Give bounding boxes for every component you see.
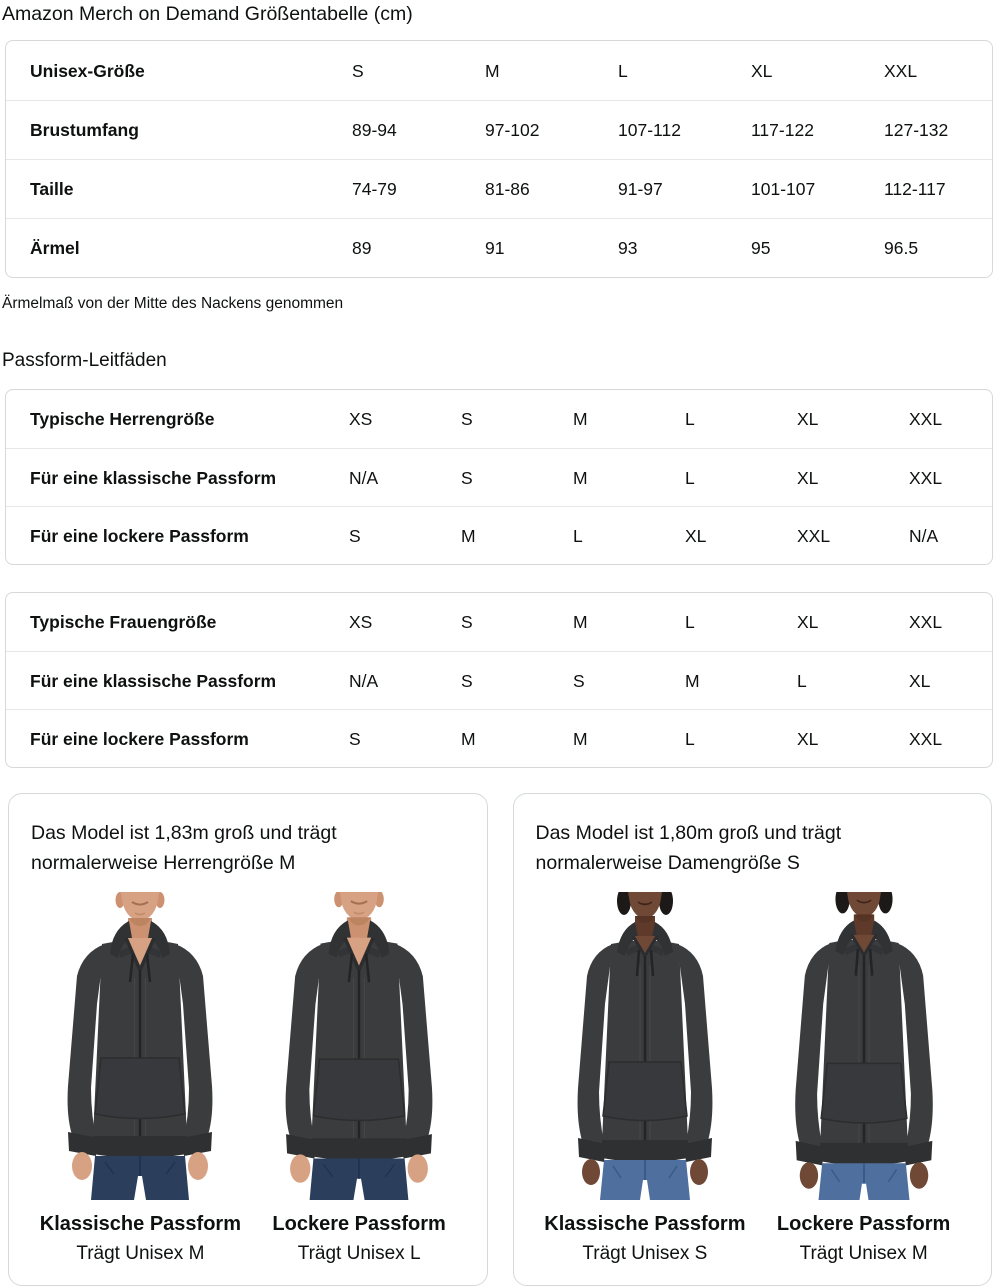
- value-cell: 95: [751, 238, 771, 258]
- value-cell: 81-86: [485, 179, 530, 199]
- size-cell: S: [352, 60, 364, 81]
- value-cell: XL: [797, 612, 819, 632]
- value-cell: 101-107: [751, 179, 816, 199]
- size-cell: XXL: [884, 60, 918, 81]
- value-cell: XL: [685, 525, 707, 546]
- value-cell: XL: [797, 409, 819, 429]
- table-row-typical-mens-size: [6, 390, 992, 448]
- model-cards-row: [8, 793, 992, 1286]
- photo-pair: [31, 892, 469, 1266]
- table-row-loose-fit: [6, 709, 992, 767]
- row-label: Für eine klassische Passform: [30, 670, 277, 691]
- fit-label: Klassische Passform: [544, 1213, 746, 1235]
- table-row-classic-fit: [6, 448, 992, 506]
- value-cell: 96.5: [884, 238, 919, 258]
- value-cell: XXL: [909, 467, 943, 488]
- row-label: Taille: [30, 179, 74, 199]
- value-cell: XL: [797, 467, 819, 488]
- photo-caption: [777, 1212, 950, 1266]
- photo-caption: [272, 1212, 445, 1266]
- value-cell: S: [461, 467, 473, 488]
- value-cell: L: [685, 728, 695, 749]
- value-cell: XL: [909, 670, 931, 691]
- value-cell: M: [685, 670, 700, 691]
- value-cell: XL: [797, 728, 819, 749]
- size-worn-label: Trägt Unisex S: [582, 1243, 708, 1264]
- value-cell: M: [573, 467, 588, 488]
- size-worn-label: Trägt Unisex M: [76, 1243, 205, 1264]
- value-cell: N/A: [349, 670, 379, 691]
- sleeve-measurement-note: Ärmelmaß von der Mitte des Nackens genommen: [2, 295, 344, 312]
- table-row-unisex-size: [6, 41, 992, 100]
- value-cell: S: [573, 670, 585, 691]
- value-cell: 127-132: [884, 120, 949, 140]
- table-row-typical-womens-size: [6, 593, 992, 651]
- value-cell: S: [461, 409, 473, 429]
- value-cell: 112-117: [884, 179, 946, 199]
- size-cell: M: [485, 60, 500, 81]
- row-label: Typische Frauengröße: [30, 612, 217, 632]
- value-cell: M: [461, 728, 476, 749]
- row-label: Ärmel: [30, 238, 80, 258]
- fit-label: Klassische Passform: [39, 1213, 241, 1235]
- row-label: Typische Herrengröße: [30, 409, 215, 429]
- value-cell: 91: [485, 238, 505, 258]
- value-cell: XXL: [797, 525, 831, 546]
- value-cell: XS: [349, 409, 373, 429]
- value-cell: XXL: [909, 612, 943, 632]
- photo-figure-classic: [31, 892, 250, 1266]
- value-cell: 107-112: [618, 120, 681, 140]
- unisex-size-table: [5, 40, 993, 278]
- table-row-sleeve: [6, 218, 992, 277]
- value-cell: 93: [618, 238, 638, 258]
- value-cell: M: [573, 612, 588, 632]
- row-label: Für eine klassische Passform: [30, 467, 277, 488]
- value-cell: S: [349, 525, 361, 546]
- value-cell: M: [573, 728, 588, 749]
- value-cell: M: [461, 525, 476, 546]
- fit-label: Lockere Passform: [776, 1213, 951, 1235]
- size-cell: L: [618, 60, 628, 81]
- mens-model-card: [8, 793, 488, 1286]
- row-label: Für eine lockere Passform: [30, 525, 249, 546]
- model-description: Das Model ist 1,80m groß und trägt normalerweise Damengröße S: [535, 822, 842, 874]
- value-cell: 89-94: [352, 120, 397, 140]
- table-row-chest: [6, 100, 992, 159]
- value-cell: 97-102: [485, 120, 540, 140]
- size-cell: XL: [751, 60, 773, 81]
- value-cell: 91-97: [618, 179, 663, 199]
- page-title: Amazon Merch on Demand Größentabelle (cm): [2, 3, 413, 25]
- photo-figure-classic: [536, 892, 755, 1266]
- value-cell: N/A: [349, 467, 379, 488]
- womens-fit-guide-table: [5, 592, 993, 768]
- row-label: Brustumfang: [30, 120, 139, 140]
- value-cell: L: [685, 409, 695, 429]
- table-row-waist: [6, 159, 992, 218]
- female-model-loose-fit-photo: [766, 892, 962, 1200]
- value-cell: 74-79: [352, 179, 397, 199]
- female-model-classic-fit-photo: [547, 892, 743, 1200]
- value-cell: S: [461, 670, 473, 691]
- value-cell: N/A: [909, 525, 939, 546]
- womens-model-card: [513, 793, 993, 1286]
- table-row-loose-fit: [6, 506, 992, 564]
- value-cell: 89: [352, 238, 372, 258]
- value-cell: XXL: [909, 728, 943, 749]
- model-description: Das Model ist 1,83m groß und trägt normalerweise Herrengröße M: [31, 822, 337, 874]
- size-worn-label: Trägt Unisex M: [799, 1243, 928, 1264]
- value-cell: L: [797, 670, 807, 691]
- male-model-classic-fit-photo: [42, 892, 238, 1200]
- value-cell: L: [685, 612, 695, 632]
- photo-caption: [544, 1212, 745, 1266]
- value-cell: S: [349, 728, 361, 749]
- photo-figure-loose: [250, 892, 469, 1266]
- photo-caption: [40, 1212, 241, 1266]
- row-label: Für eine lockere Passform: [30, 728, 249, 749]
- size-worn-label: Trägt Unisex L: [297, 1243, 421, 1264]
- value-cell: L: [573, 525, 583, 546]
- table-row-classic-fit: [6, 651, 992, 709]
- photo-figure-loose: [754, 892, 973, 1266]
- value-cell: XXL: [909, 409, 943, 429]
- value-cell: 117-122: [751, 120, 814, 140]
- value-cell: XS: [349, 612, 373, 632]
- value-cell: M: [573, 409, 588, 429]
- row-label: Unisex-Größe: [30, 60, 145, 81]
- value-cell: L: [685, 467, 695, 488]
- fit-guides-heading: Passform-Leitfäden: [2, 350, 167, 371]
- mens-fit-guide-table: [5, 389, 993, 565]
- male-model-loose-fit-photo: [261, 892, 457, 1200]
- fit-label: Lockere Passform: [272, 1213, 446, 1235]
- value-cell: S: [461, 612, 473, 632]
- photo-pair: [536, 892, 974, 1266]
